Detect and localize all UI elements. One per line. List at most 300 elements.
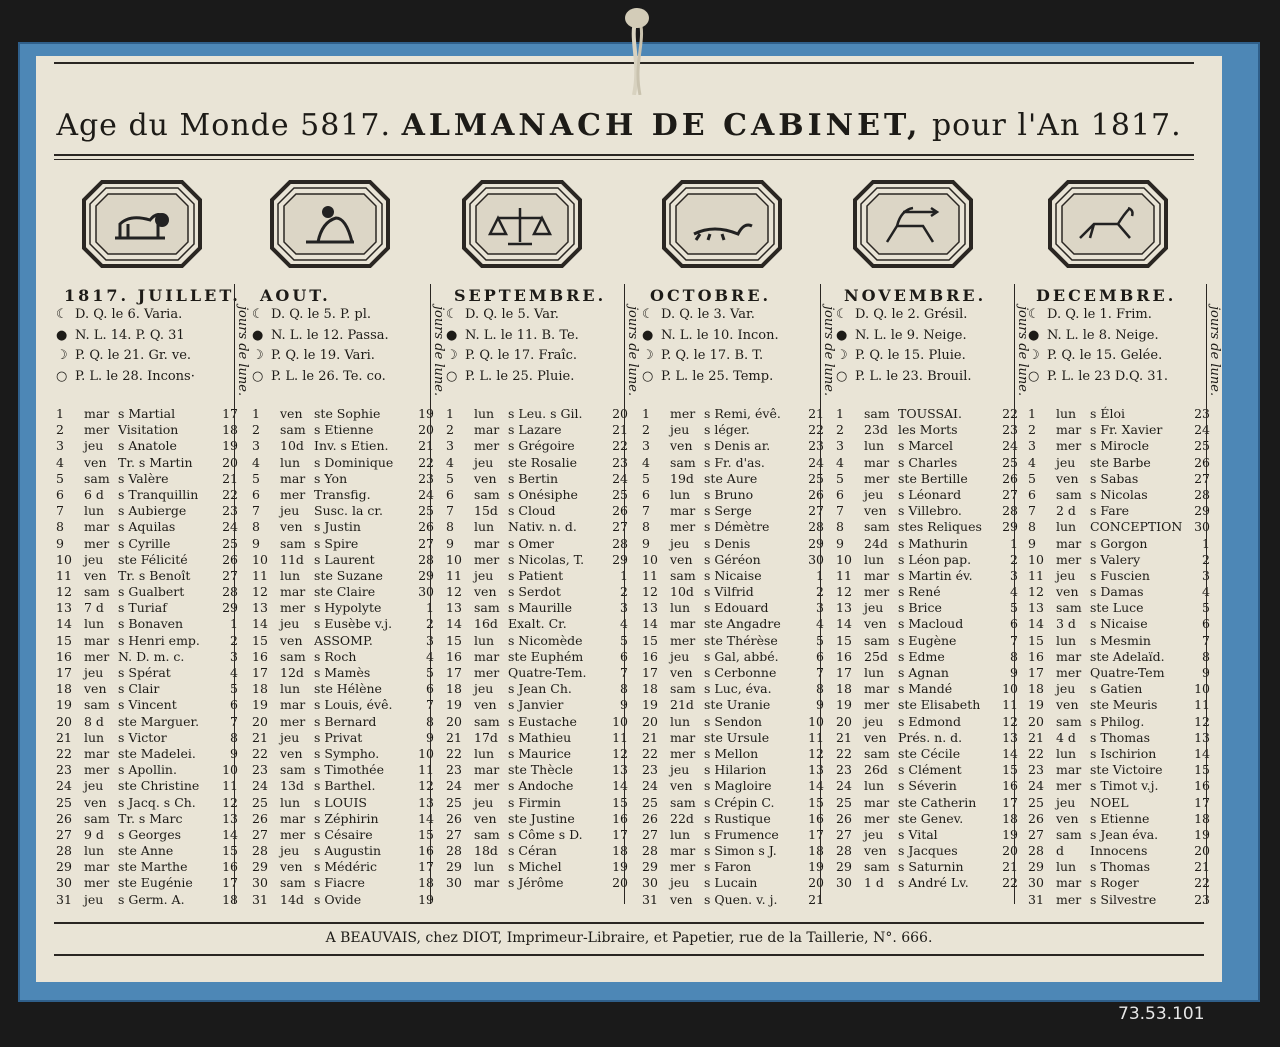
month-name: SEPTEMBRE.	[454, 286, 607, 305]
full-moon-icon: ○	[1028, 368, 1040, 384]
saint-name: s Nicaise	[704, 567, 762, 583]
day-row	[836, 811, 1026, 827]
lunar-day: 27	[418, 535, 434, 551]
day-row	[836, 471, 1026, 487]
weekday: lun	[1056, 632, 1077, 648]
first-quarter-icon: ☽	[56, 348, 68, 363]
weekday: lun	[84, 729, 105, 745]
moon-phase-line	[836, 326, 1016, 347]
day-number: 24	[1028, 778, 1044, 794]
day-row	[642, 762, 832, 778]
day-row	[836, 552, 1026, 568]
lunar-day: 5	[230, 681, 238, 697]
day-number: 3	[252, 438, 260, 454]
day-number: 25	[252, 794, 268, 810]
weekday: ven	[670, 778, 693, 794]
first-quarter-icon: ☽	[642, 348, 654, 363]
lunar-day: 20	[418, 422, 434, 438]
moon-phase-text: P. Q. le 21. Gr. ve.	[75, 348, 192, 363]
weekday: jeu	[84, 891, 104, 907]
day-number: 29	[56, 859, 72, 875]
sagittarius-icon	[851, 178, 975, 270]
saint-name: ste Rosalie	[508, 454, 578, 470]
saint-name: s Clair	[118, 681, 160, 697]
day-number: 26	[836, 810, 852, 826]
weekday: mar	[84, 859, 110, 875]
saint-name: s Germ. A.	[118, 891, 185, 907]
saint-name: ste Uranie	[704, 697, 771, 713]
day-number: 6	[642, 486, 650, 502]
lunar-day: 20	[1194, 843, 1210, 859]
day-number: 25	[836, 794, 852, 810]
weekday: mer	[1056, 778, 1082, 794]
lunar-day: 12	[1002, 713, 1018, 729]
weekday: 1 d	[864, 875, 884, 891]
lunar-day: 18	[808, 843, 824, 859]
weekday: 22d	[670, 810, 694, 826]
day-list	[56, 406, 246, 908]
scorpio-icon	[660, 178, 784, 270]
day-row	[56, 406, 246, 422]
lunar-day: 24	[1194, 422, 1210, 438]
day-number: 20	[1028, 713, 1044, 729]
weekday: lun	[474, 632, 495, 648]
lunar-day: 14	[222, 826, 238, 842]
month-column	[56, 286, 241, 946]
lunar-day: 8	[426, 713, 434, 729]
weekday: ven	[1056, 697, 1079, 713]
saint-name: s Jean Ch.	[508, 681, 572, 697]
day-number: 26	[642, 810, 658, 826]
day-number: 22	[56, 745, 72, 761]
saint-name: s Gorgon	[1090, 535, 1148, 551]
moon-phase-text: P. L. le 28. Incons·	[75, 368, 195, 384]
day-row	[252, 536, 442, 552]
day-row	[836, 455, 1026, 471]
day-number: 1	[836, 406, 844, 421]
weekday: sam	[864, 745, 890, 761]
lunar-day: 5	[1202, 600, 1210, 616]
lunar-day: 13	[808, 762, 824, 778]
lunar-day: 3	[230, 648, 238, 664]
day-number: 22	[836, 745, 852, 761]
day-row	[642, 519, 832, 535]
day-row	[56, 633, 246, 649]
saint-name: s Jacques	[898, 843, 958, 859]
day-list	[252, 406, 442, 908]
day-row	[836, 665, 1026, 681]
day-number: 6	[446, 486, 454, 502]
page-title	[36, 108, 1202, 143]
day-number: 28	[446, 843, 462, 859]
weekday: sam	[1056, 713, 1082, 729]
day-row	[446, 730, 636, 746]
saint-name: Nativ. n. d.	[508, 519, 577, 535]
weekday: d	[1056, 843, 1065, 859]
weekday: mar	[670, 616, 696, 632]
day-number: 18	[56, 681, 72, 697]
saint-name: s Vilfrid	[704, 584, 754, 600]
weekday: lun	[864, 665, 885, 680]
saint-name: s Denis ar.	[704, 438, 771, 454]
lunar-day: 6	[816, 648, 824, 664]
weekday: 4 d	[1056, 729, 1076, 745]
weekday: lun	[864, 438, 885, 454]
saint-name: s Omer	[508, 535, 554, 551]
weekday: mer	[84, 422, 110, 438]
lunar-day: 29	[612, 551, 628, 567]
weekday: sam	[670, 681, 696, 697]
month-name: OCTOBRE.	[650, 286, 772, 305]
day-number: 14	[1028, 616, 1044, 632]
lunar-day: 26	[418, 519, 434, 535]
day-row	[1028, 843, 1218, 859]
day-row	[836, 584, 1026, 600]
saint-name: s LOUIS	[314, 794, 367, 810]
moon-phase-line	[1028, 326, 1208, 347]
lunar-day: 14	[612, 778, 628, 794]
saint-name: s Mamès	[314, 665, 371, 680]
weekday: ven	[864, 503, 887, 519]
lunar-day: 21	[808, 406, 824, 421]
lunar-day: 10	[1002, 681, 1018, 697]
day-row	[252, 455, 442, 471]
weekday: ven	[1056, 584, 1079, 600]
day-row	[56, 568, 246, 584]
lunar-day: 16	[612, 810, 628, 826]
day-number: 6	[1028, 486, 1036, 502]
day-row	[56, 859, 246, 875]
lunar-day: 15	[1002, 762, 1018, 778]
lunar-day: 21	[808, 891, 824, 907]
day-number: 1	[1028, 406, 1036, 421]
day-number: 21	[836, 729, 852, 745]
saint-name: s Bruno	[704, 486, 754, 502]
day-number: 2	[252, 422, 260, 438]
moon-phase-text: D. Q. le 5. P. pl.	[271, 307, 372, 322]
moon-phase-text: N. L. le 10. Incon.	[661, 327, 779, 343]
lunar-day: 12	[808, 745, 824, 761]
saint-name: NOEL	[1090, 794, 1129, 810]
saint-name: ste Anne	[118, 843, 174, 859]
saint-name: s Privat	[314, 729, 363, 745]
lunar-day: 12	[612, 745, 628, 761]
weekday: jeu	[1056, 567, 1076, 583]
day-row	[56, 503, 246, 519]
saint-name: stes Reliques	[898, 519, 982, 535]
day-number: 26	[56, 810, 72, 826]
saint-name: s Léonard	[898, 486, 962, 502]
lunar-day: 10	[222, 762, 238, 778]
day-number: 29	[642, 859, 658, 875]
saint-name: s Zéphirin	[314, 810, 379, 826]
day-number: 8	[836, 519, 844, 535]
day-row	[836, 795, 1026, 811]
day-row	[446, 762, 636, 778]
weekday: lun	[84, 503, 105, 519]
moon-phase-line	[446, 326, 626, 347]
lunar-day: 19	[612, 859, 628, 875]
moon-phase-line	[252, 305, 432, 326]
saint-name: ste Luce	[1090, 600, 1144, 616]
lunar-day: 1	[1010, 535, 1018, 551]
moon-phase-line	[252, 346, 432, 367]
day-row	[642, 406, 832, 422]
weekday: sam	[670, 567, 696, 583]
day-row	[446, 568, 636, 584]
lunar-day: 20	[808, 875, 824, 891]
day-number: 13	[252, 600, 268, 616]
saint-name: s Andoche	[508, 778, 574, 794]
day-row	[56, 875, 246, 891]
lunar-day: 18	[222, 891, 238, 907]
moon-phase-text: P. L. le 26. Te. co.	[271, 368, 386, 384]
weekday: sam	[280, 762, 306, 778]
weekday: ven	[280, 859, 303, 875]
day-number: 30	[836, 875, 852, 891]
lunar-day: 5	[816, 632, 824, 648]
weekday: mer	[474, 438, 500, 454]
day-row	[252, 762, 442, 778]
lunar-day: 9	[426, 729, 434, 745]
day-row	[56, 665, 246, 681]
lunar-day: 17	[808, 826, 824, 842]
day-number: 10	[252, 551, 268, 567]
lunar-day: 22	[808, 422, 824, 438]
weekday: ven	[670, 438, 693, 454]
weekday: jeu	[670, 762, 690, 778]
saint-name: s Hypolyte	[314, 600, 382, 616]
moon-phase-text: N. L. 14. P. Q. 31	[75, 327, 185, 343]
day-row	[1028, 746, 1218, 762]
lunar-day: 28	[222, 584, 238, 600]
saint-name: s Apollin.	[118, 762, 177, 778]
day-row	[642, 795, 832, 811]
day-number: 28	[56, 843, 72, 859]
weekday: lun	[1056, 406, 1077, 421]
day-row	[642, 875, 832, 891]
weekday: jeu	[474, 794, 494, 810]
day-number: 6	[56, 486, 64, 502]
day-row	[642, 633, 832, 649]
saint-name: s Nicolas, T.	[508, 551, 585, 567]
month-name: NOVEMBRE.	[844, 286, 987, 305]
weekday: mer	[670, 406, 696, 421]
saint-name: s Denis	[704, 535, 751, 551]
day-number: 2	[642, 422, 650, 438]
day-row	[642, 584, 832, 600]
weekday: lun	[474, 519, 495, 535]
day-number: 30	[1028, 875, 1044, 891]
printer-imprint: A BEAUVAIS, chez DIOT, Imprimeur-Libraire, et Papetier, rue de la Taillerie, N°. 666.	[325, 930, 933, 946]
day-row	[1028, 633, 1218, 649]
day-row	[446, 843, 636, 859]
day-number: 22	[1028, 745, 1044, 761]
day-number: 8	[642, 519, 650, 535]
moon-phase-text: P. L. le 23. Brouil.	[855, 368, 972, 384]
day-row	[642, 471, 832, 487]
saint-name: ste Félicité	[118, 551, 188, 567]
day-row	[56, 681, 246, 697]
moon-phase-line	[56, 326, 236, 347]
day-number: 8	[56, 519, 64, 535]
weekday: mar	[1056, 762, 1082, 778]
day-row	[1028, 681, 1218, 697]
lunar-day: 18	[418, 875, 434, 891]
day-number: 3	[1028, 438, 1036, 454]
saint-name: s Céran	[508, 843, 557, 859]
weekday: 10d	[670, 584, 694, 600]
day-number: 9	[56, 535, 64, 551]
lunar-day: 12	[1194, 713, 1210, 729]
saint-name: s André Lv.	[898, 875, 969, 891]
day-number: 6	[252, 486, 260, 502]
saint-name: s Eusèbe v.j.	[314, 616, 393, 632]
lunar-days-label: jours de lune.	[625, 306, 640, 397]
saint-name: s Magloire	[704, 778, 772, 794]
lunar-day: 10	[418, 745, 434, 761]
weekday: sam	[84, 697, 110, 713]
day-row	[642, 649, 832, 665]
day-list	[446, 406, 636, 892]
weekday: lun	[474, 745, 495, 761]
saint-name: Transfig.	[314, 486, 371, 502]
day-row	[446, 536, 636, 552]
weekday: mar	[670, 503, 696, 519]
day-number: 29	[252, 859, 268, 875]
saint-name: ste Genev.	[898, 810, 964, 826]
saint-name: ste Cécile	[898, 745, 961, 761]
saint-name: s Mandé	[898, 681, 953, 697]
full-moon-icon: ○	[642, 368, 654, 384]
month-column	[1028, 286, 1208, 946]
moon-phase-line	[1028, 346, 1208, 367]
day-number: 16	[56, 648, 72, 664]
day-row	[836, 536, 1026, 552]
saint-name: s Gatien	[1090, 681, 1143, 697]
day-list	[836, 406, 1026, 892]
saint-name: ste Hélène	[314, 681, 382, 697]
weekday: ven	[474, 470, 497, 486]
lunar-days-label: jours de lune.	[1207, 306, 1222, 397]
day-number: 10	[836, 551, 852, 567]
day-number: 28	[252, 843, 268, 859]
capricorn-icon	[1046, 178, 1170, 270]
saint-name: s Mathieu	[508, 729, 572, 745]
lunar-day: 25	[612, 486, 628, 502]
lunar-day: 16	[1002, 778, 1018, 794]
day-number: 26	[1028, 810, 1044, 826]
saint-name: s Firmin	[508, 794, 561, 810]
lunar-day: 11	[612, 729, 628, 745]
day-row	[836, 681, 1026, 697]
weekday: ven	[84, 794, 107, 810]
weekday: mar	[864, 681, 890, 697]
month-column	[252, 286, 432, 946]
day-number: 12	[642, 584, 658, 600]
lunar-day: 20	[1002, 843, 1018, 859]
day-number: 19	[836, 697, 852, 713]
lunar-day: 8	[230, 729, 238, 745]
lunar-day: 20	[612, 875, 628, 891]
weekday: ven	[670, 891, 693, 907]
weekday: ven	[280, 519, 303, 535]
saint-name: s Valère	[118, 470, 169, 486]
weekday: mar	[280, 584, 306, 600]
day-row	[252, 616, 442, 632]
lunar-day: 29	[808, 535, 824, 551]
day-number: 20	[642, 713, 658, 729]
day-number: 16	[252, 648, 268, 664]
day-number: 26	[446, 810, 462, 826]
day-number: 5	[836, 470, 844, 486]
day-row	[642, 665, 832, 681]
lunar-day: 28	[808, 519, 824, 535]
saint-name: Tr. s Benoît	[118, 567, 191, 583]
saint-name: s Dominique	[314, 454, 394, 470]
day-number: 13	[1028, 600, 1044, 616]
saint-name: s Anatole	[118, 438, 177, 454]
day-number: 29	[446, 859, 462, 875]
weekday: jeu	[670, 875, 690, 891]
day-number: 30	[252, 875, 268, 891]
day-row	[1028, 503, 1218, 519]
moon-phase-text: P. Q. le 19. Vari.	[271, 348, 375, 363]
day-number: 13	[836, 600, 852, 616]
day-number: 11	[836, 567, 852, 583]
weekday: mer	[864, 584, 890, 600]
day-row	[252, 892, 442, 908]
day-number: 28	[642, 843, 658, 859]
age-text: Age du Monde 5817.	[56, 108, 392, 143]
moon-phase-line	[446, 305, 626, 326]
day-number: 4	[642, 454, 650, 470]
day-number: 27	[1028, 826, 1044, 842]
moon-phase-line	[56, 367, 236, 388]
day-row	[252, 633, 442, 649]
saint-name: s Victor	[118, 729, 167, 745]
weekday: mar	[84, 632, 110, 648]
saint-name: ste Eugénie	[118, 875, 193, 891]
day-row	[642, 859, 832, 875]
day-number: 17	[252, 665, 268, 680]
day-row	[836, 875, 1026, 891]
day-row	[56, 616, 246, 632]
weekday: 21d	[670, 697, 694, 713]
weekday: lun	[1056, 519, 1077, 535]
day-row	[1028, 422, 1218, 438]
lunar-day: 23	[808, 438, 824, 454]
day-number: 25	[56, 794, 72, 810]
saint-name: s Roger	[1090, 875, 1139, 891]
weekday: jeu	[864, 486, 884, 502]
day-row	[56, 455, 246, 471]
day-number: 31	[252, 891, 268, 907]
saint-name: s Cyrille	[118, 535, 171, 551]
lunar-day: 13	[1002, 729, 1018, 745]
saint-name: s Éloi	[1090, 406, 1126, 421]
day-row	[56, 438, 246, 454]
day-row	[642, 746, 832, 762]
day-row	[446, 422, 636, 438]
lunar-day: 30	[418, 584, 434, 600]
day-row	[836, 438, 1026, 454]
day-row	[836, 487, 1026, 503]
day-row	[252, 697, 442, 713]
day-row	[642, 422, 832, 438]
lunar-days-label: jours de lune.	[1015, 306, 1030, 397]
weekday: jeu	[670, 422, 690, 438]
